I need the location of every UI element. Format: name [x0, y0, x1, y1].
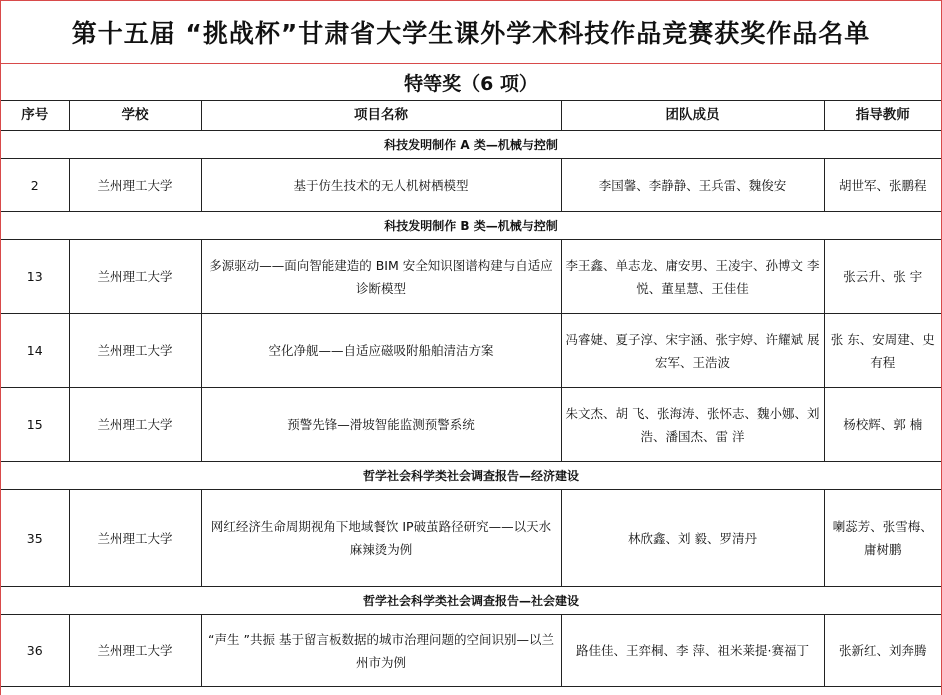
- row-school: 兰州理工大学: [69, 388, 201, 462]
- row-project: “声生 ”共振 基于留言板数据的城市治理问题的空间识别—以兰州市为例: [201, 615, 561, 687]
- row-no: 15: [1, 388, 69, 462]
- table-row: [1, 388, 941, 462]
- row-no: 2: [1, 159, 69, 212]
- table-row: [1, 240, 941, 314]
- category-row: [1, 212, 941, 240]
- row-no: 13: [1, 240, 69, 314]
- row-members: 林欣鑫、刘 毅、罗清丹: [561, 490, 824, 587]
- table-row: [1, 159, 941, 212]
- document-title: 第十五届 “挑战杯”甘肃省大学生课外学术科技作品竞赛获奖作品名单: [1, 1, 941, 64]
- row-advisor: 胡世军、张鹏程: [824, 159, 941, 212]
- row-no: 36: [1, 615, 69, 687]
- header-advisor: 指导教师: [824, 101, 941, 131]
- row-project: 多源驱动——面向智能建造的 BIM 安全知识图谱构建与自适应诊断模型: [201, 240, 561, 314]
- header-project: 项目名称: [201, 101, 561, 131]
- category-label: 科技发明制作 B 类—机械与控制: [1, 212, 941, 240]
- row-school: 兰州理工大学: [69, 314, 201, 388]
- row-advisor: 喇蕊芳、张雪梅、庸树鹏: [824, 490, 941, 587]
- row-school: 兰州理工大学: [69, 159, 201, 212]
- row-members: 路佳佳、王弈桐、李 萍、祖米莱提·赛福丁: [561, 615, 824, 687]
- row-advisor: 张新红、刘奔腾: [824, 615, 941, 687]
- row-advisor: 杨校辉、郭 楠: [824, 388, 941, 462]
- row-no: 14: [1, 314, 69, 388]
- row-project: 预警先锋—滑坡智能监测预警系统: [201, 388, 561, 462]
- row-members: 李王鑫、单志龙、庸安男、王凌宇、孙博文 李 悦、董星慧、王佳佳: [561, 240, 824, 314]
- category-label: 哲学社会科学类社会调查报告—社会建设: [1, 587, 941, 615]
- row-advisor: 张云升、张 宇: [824, 240, 941, 314]
- category-row: [1, 462, 941, 490]
- row-members: 冯睿婕、夏子淳、宋宇涵、张宇婷、许耀斌 展宏军、王浩波: [561, 314, 824, 388]
- row-project: 基于仿生技术的无人机树栖模型: [201, 159, 561, 212]
- category-label: 哲学社会科学类社会调查报告—经济建设: [1, 462, 941, 490]
- row-members: 李国馨、李静静、王兵雷、魏俊安: [561, 159, 824, 212]
- row-members: 朱文杰、胡 飞、张海涛、张怀志、魏小娜、刘 浩、潘国杰、雷 洋: [561, 388, 824, 462]
- row-school: 兰州理工大学: [69, 490, 201, 587]
- table-header-row: [1, 101, 941, 131]
- table-row: [1, 314, 941, 388]
- category-row: [1, 131, 941, 159]
- header-members: 团队成员: [561, 101, 824, 131]
- category-row: [1, 587, 941, 615]
- header-no: 序号: [1, 101, 69, 131]
- row-project: 空化净舰——自适应磁吸附船舶清洁方案: [201, 314, 561, 388]
- row-no: 35: [1, 490, 69, 587]
- row-project: 网红经济生命周期视角下地域餐饮 IP破茧路径研究——以天水麻辣烫为例: [201, 490, 561, 587]
- row-school: 兰州理工大学: [69, 240, 201, 314]
- category-label: 科技发明制作 A 类—机械与控制: [1, 131, 941, 159]
- row-advisor: 张 东、安周建、史有程: [824, 314, 941, 388]
- table-row: [1, 615, 941, 687]
- header-school: 学校: [69, 101, 201, 131]
- section-title: 特等奖（6 项）: [1, 64, 941, 101]
- award-table: [1, 101, 941, 687]
- table-row: [1, 490, 941, 587]
- row-school: 兰州理工大学: [69, 615, 201, 687]
